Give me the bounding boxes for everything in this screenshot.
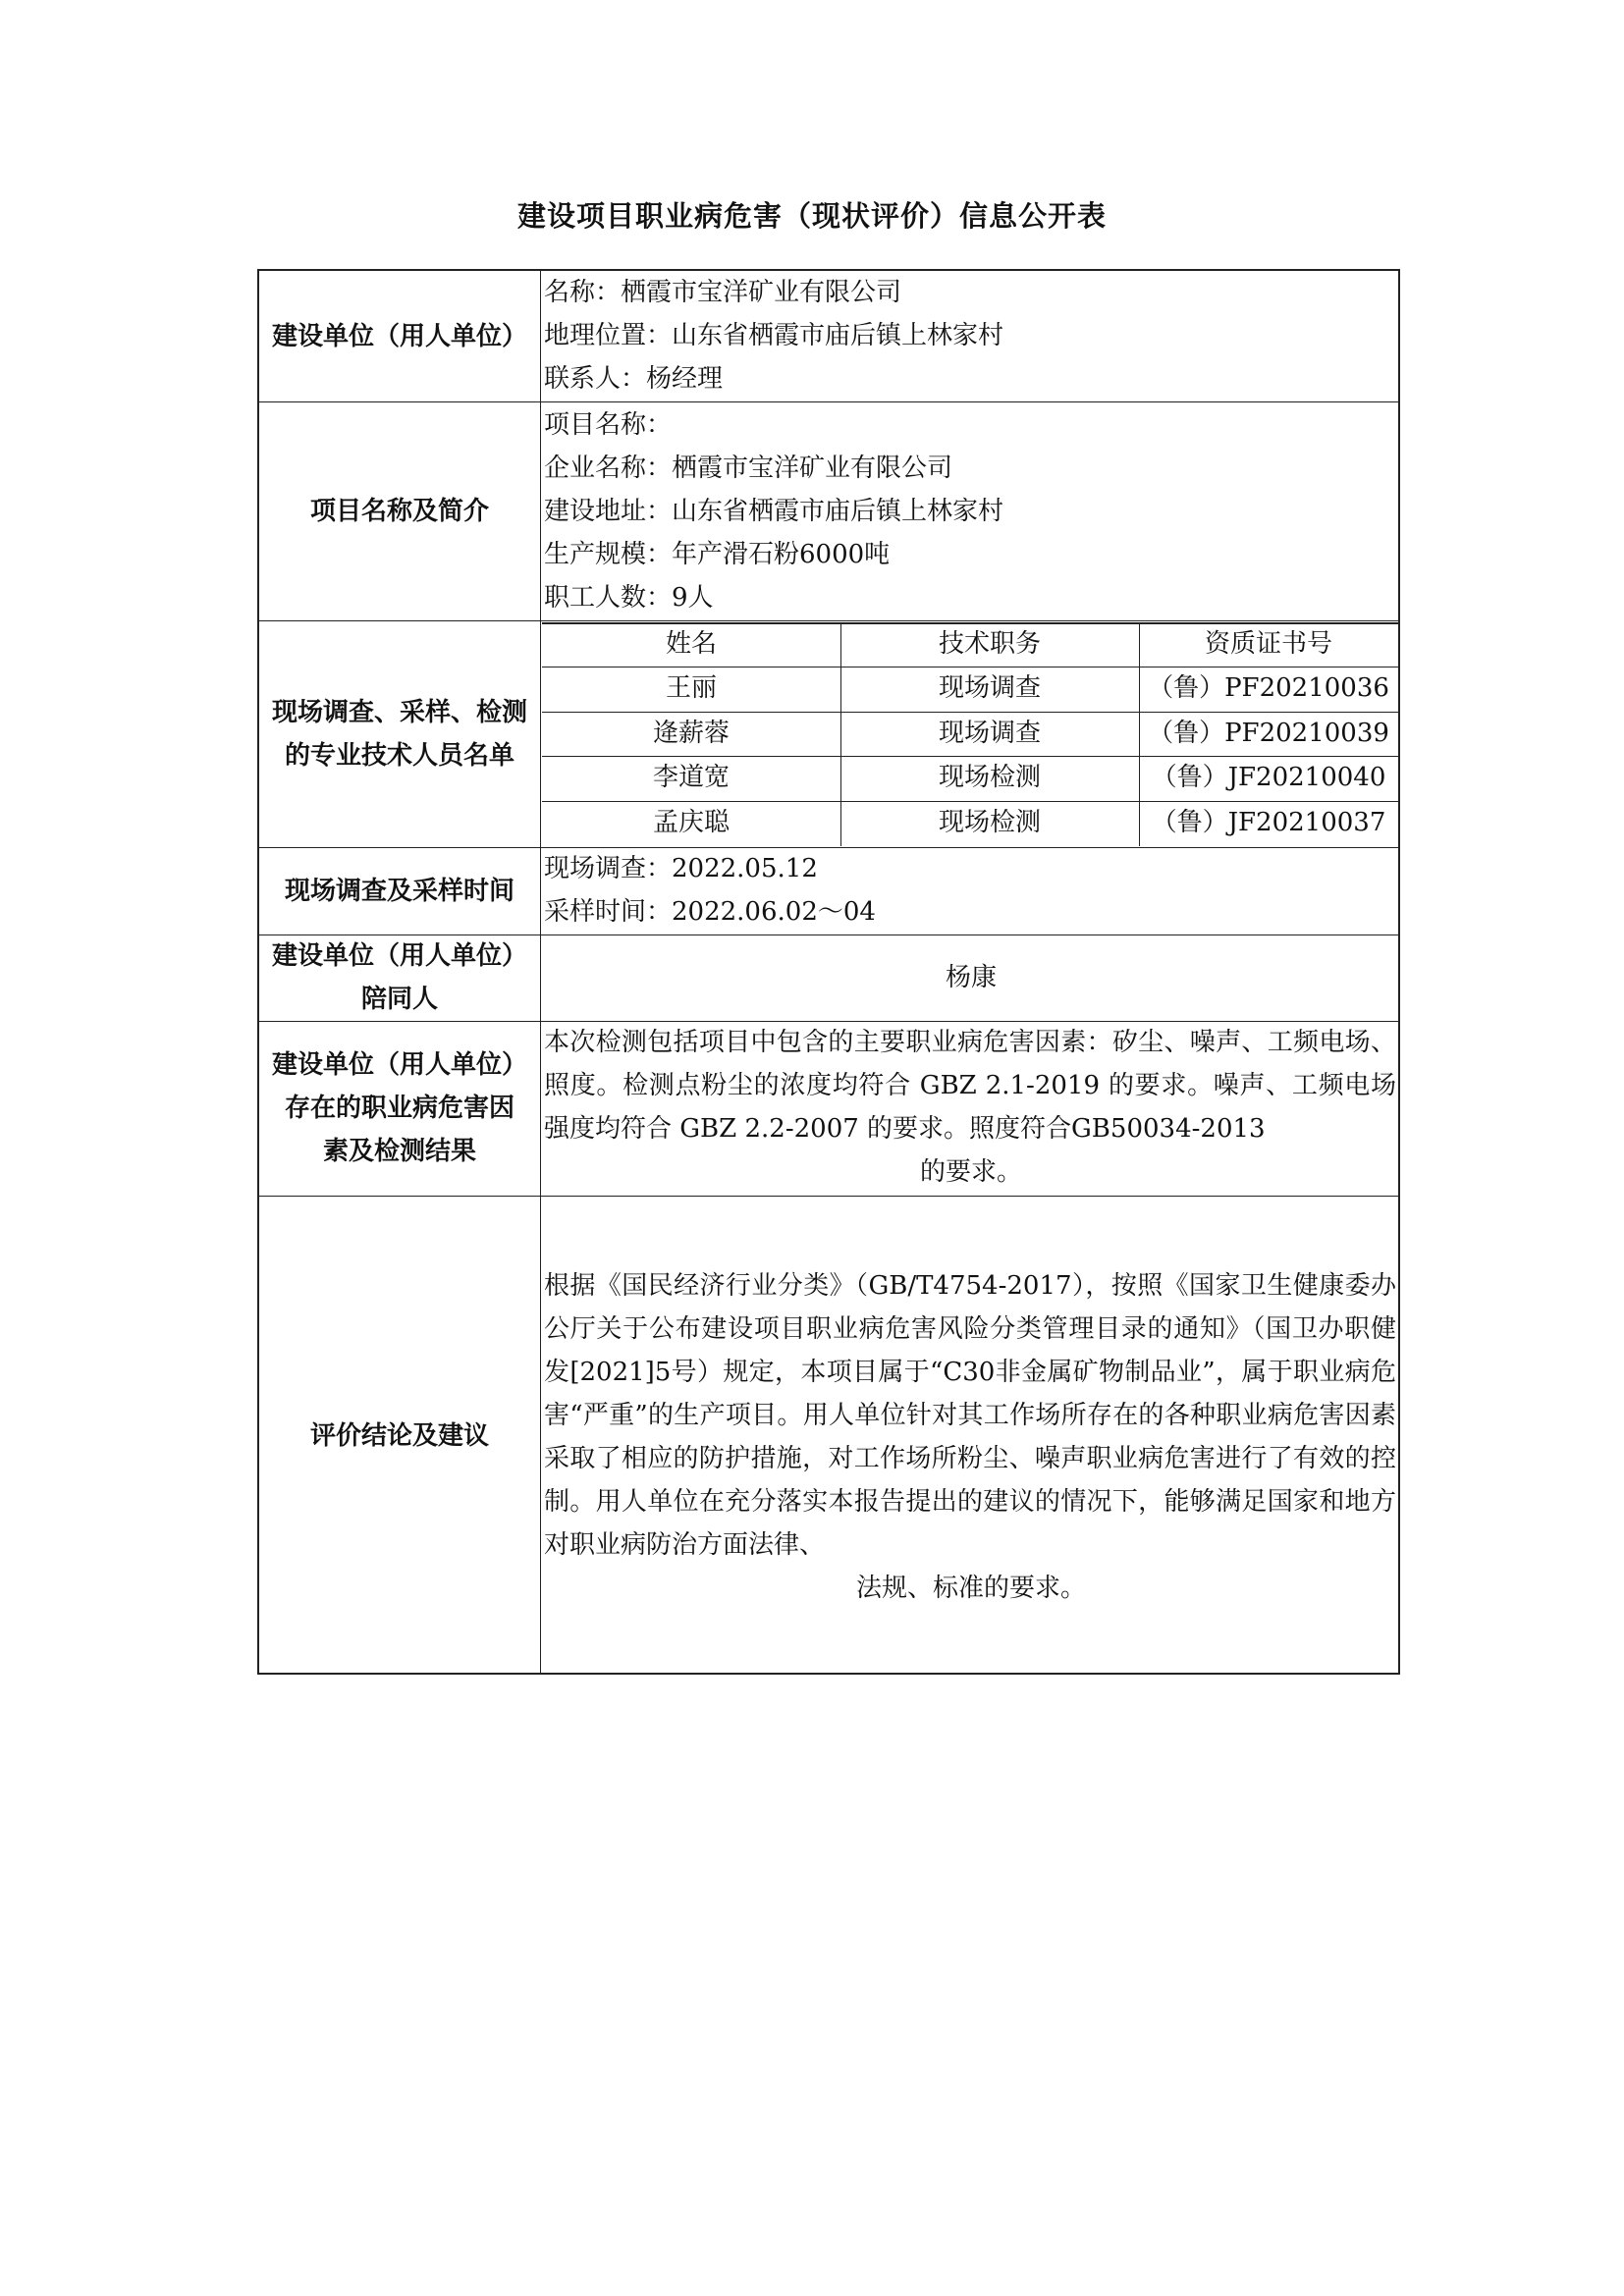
staff-name: 孟庆聪 [652,808,730,837]
staff-name: 逄薪蓉 [652,719,730,748]
conclusion-text: 根据《国民经济行业分类》（GB/T4754-2017），按照《国家卫生健康委办公厅关于公布建设项目职业病危害风险分类管理目录的通知》（国卫办职健发[2021]5号）规定，本项目属于“C30非金属矿物制品业”，属于职业病危害“严重”的生产项目。用人单位针对其工作场所存在的各种职业病危害因素采取了相应的防护措施，对工作场所粉尘、噪声职业病危害进行了有效的控制。用人单位在充分落实本报告提出的建议的情况下，能够满足国家和地方对职业病防治方面法律、 [544,1271,1396,1560]
staff-cert: （鲁）PF20210036 [1148,673,1389,703]
staff-title: 现场调查 [938,673,1041,703]
staff-cert: （鲁）JF20210037 [1151,808,1386,837]
hazards-results [542,1021,1398,1196]
hazards-text-end: 的要求。 [919,1157,1022,1187]
page-title: 建设项目职业病危害（现状评价）信息公开表 [516,199,1107,233]
staff-row [542,801,1398,845]
staff-label-line: 现场调查、采样、检测 [271,697,527,727]
escort-person: 杨康 [945,963,997,992]
staff-row [542,667,1398,711]
conclusion-text-end: 法规、标准的要求。 [855,1574,1086,1603]
unit-location: 地理位置：山东省栖霞市庙后镇上林家村 [544,321,1004,350]
unit-label: 建设单位（用人单位） [271,321,527,351]
survey-time-info [542,847,1398,934]
staff-header-title: 技术职务 [938,629,1041,659]
unit-contact: 联系人：杨经理 [544,364,724,394]
escort-label [259,934,540,1021]
project-label: 项目名称及简介 [309,496,489,526]
sampling-date: 采样时间：2022.06.02～04 [544,897,876,927]
project-company: 企业名称：栖霞市宝洋矿业有限公司 [544,454,953,483]
hazards-label-line: 建设单位（用人单位） [271,1050,527,1080]
staff-title: 现场检测 [938,808,1041,837]
staff-row [542,756,1398,800]
project-staff-count: 职工人数：9人 [544,583,714,613]
hazards-label [259,1021,540,1196]
project-address: 建设地址：山东省栖霞市庙后镇上林家村 [544,497,1004,526]
hazards-label-line: 存在的职业病危害因 [284,1094,514,1123]
staff-title: 现场调查 [938,719,1041,748]
staff-title: 现场检测 [938,763,1041,792]
conclusion-body [542,1264,1398,1677]
staff-row [542,712,1398,756]
hazards-label-line: 素及检测结果 [322,1137,476,1166]
unit-info [542,271,1398,401]
escort-label-line: 建设单位（用人单位） [271,941,527,971]
survey-time-label: 现场调查及采样时间 [284,876,514,906]
staff-cert: （鲁）JF20210040 [1151,763,1386,792]
staff-header-cert: 资质证书号 [1204,629,1332,659]
staff-name: 李道宽 [652,763,730,792]
staff-label [259,620,540,847]
info-table [257,269,1400,1675]
staff-header-name: 姓名 [665,629,717,659]
survey-date: 现场调查：2022.05.12 [544,854,818,883]
project-name: 项目名称： [544,410,673,440]
hazards-text: 本次检测包括项目中包含的主要职业病危害因素：矽尘、噪声、工频电场、照度。检测点粉尘的浓度均符合 GBZ 2.1-2019 的要求。噪声、工频电场强度均符合 GBZ 2.2-2007 的要求。照度符合GB50034-2013 [544,1028,1396,1144]
staff-table [542,622,1398,846]
project-scale: 生产规模：年产滑石粉6000吨 [544,540,891,569]
project-info [542,403,1398,620]
staff-cert: （鲁）PF20210039 [1148,719,1389,748]
escort-label-line: 陪同人 [360,985,438,1014]
staff-name: 王丽 [665,673,717,703]
staff-header-row [542,622,1398,667]
unit-name: 名称：栖霞市宝洋矿业有限公司 [544,278,902,307]
conclusion-label: 评价结论及建议 [309,1421,489,1451]
label-column-divider [540,271,541,1673]
staff-label-line: 的专业技术人员名单 [284,740,514,771]
